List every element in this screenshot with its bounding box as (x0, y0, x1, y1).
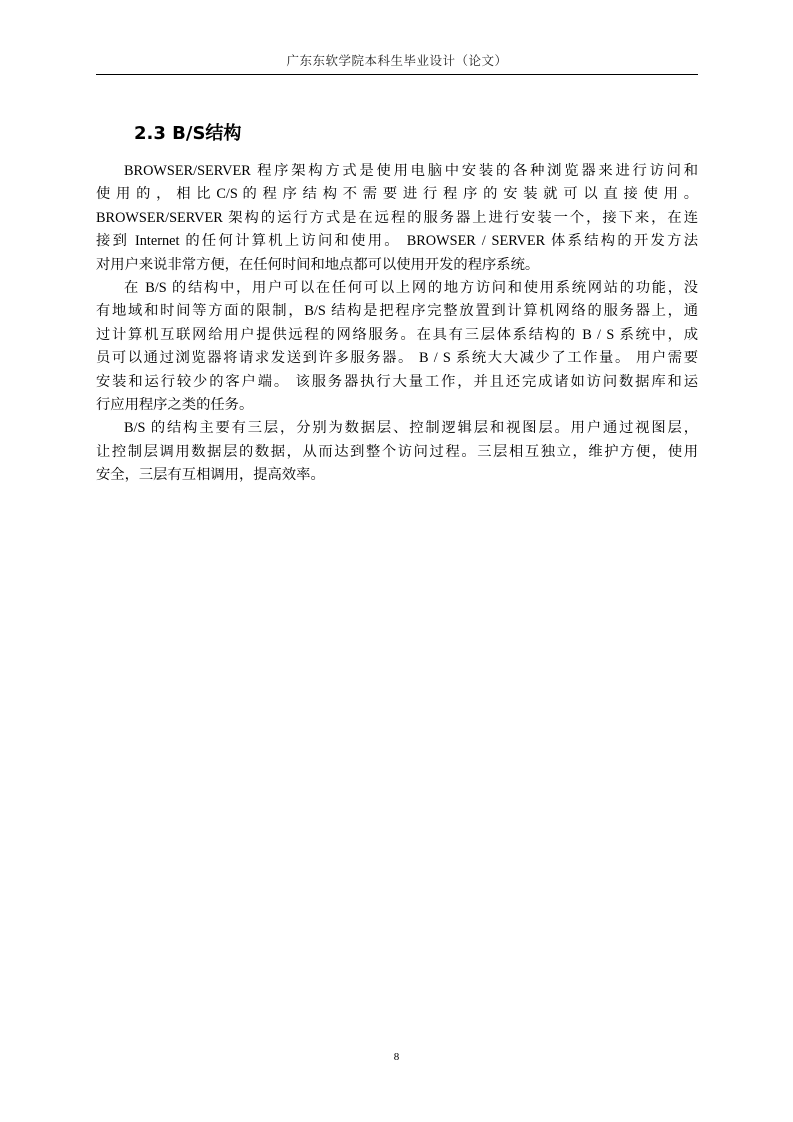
paragraph-line: 过计算机互联网给用户提供远程的网络服务。在具有三层体系结构的 B / S 系统中，成 (96, 326, 698, 343)
paragraph-line: 安装和运行较少的客户端。 该服务器执行大量工作，并且还完成诸如访问数据库和运 (96, 373, 698, 390)
paragraph-line: 在 B/S 的结构中，用户可以在任何可以上网的地方访问和使用系统网站的功能，没 (124, 280, 698, 297)
paragraph-1 (96, 160, 698, 277)
paragraph-line: 行应用程序之类的任务。 (96, 397, 254, 414)
paragraph-line: 有地域和时间等方面的限制，B/S 结构是把程序完整放置到计算机网络的服务器上，通 (96, 303, 698, 320)
paragraph-line: 让控制层调用数据层的数据，从而达到整个访问过程。三层相互独立，维护方便，使用 (96, 443, 698, 460)
paragraph-line: 员可以通过浏览器将请求发送到许多服务器。 B / S 系统大大减少了工作量。 用户需要 (96, 350, 698, 367)
paragraph-line: BROWSER/SERVER 程序架构方式是使用电脑中安装的各种浏览器来进行访问和 (124, 163, 698, 179)
paragraph-line: B/S 的结构主要有三层，分别为数据层、控制逻辑层和视图层。用户通过视图层， (124, 420, 698, 437)
paragraph-line: BROWSER/SERVER 架构的运行方式是在远程的服务器上进行安装一个，接下来，在连 (96, 209, 698, 226)
page-number: 8 (393, 1051, 400, 1063)
header-divider (96, 74, 698, 75)
paragraph-line: 接到 Internet 的任何计算机上访问和使用。 BROWSER / SERVER 体系结构的开发方法 (96, 233, 698, 250)
body-text (96, 160, 698, 488)
paragraph-2 (96, 277, 698, 417)
section-heading: 2.3 B/S结构 (134, 123, 242, 144)
paragraph-line: 对用户来说非常方便，在任何时间和地点都可以使用开发的程序系统。 (96, 256, 540, 273)
paragraph-3 (96, 417, 698, 487)
paragraph-line: 安全，三层有互相调用，提高效率。 (96, 467, 325, 484)
page-header-title: 广东东软学院本科生毕业设计（论文） (286, 53, 508, 68)
paragraph-line: 使 用 的 ， 相 比 C/S 的 程 序 结 构 不 需 要 进 行 程 序 的 安 装 就 可 以 直 接 使 用 。 (96, 186, 698, 203)
